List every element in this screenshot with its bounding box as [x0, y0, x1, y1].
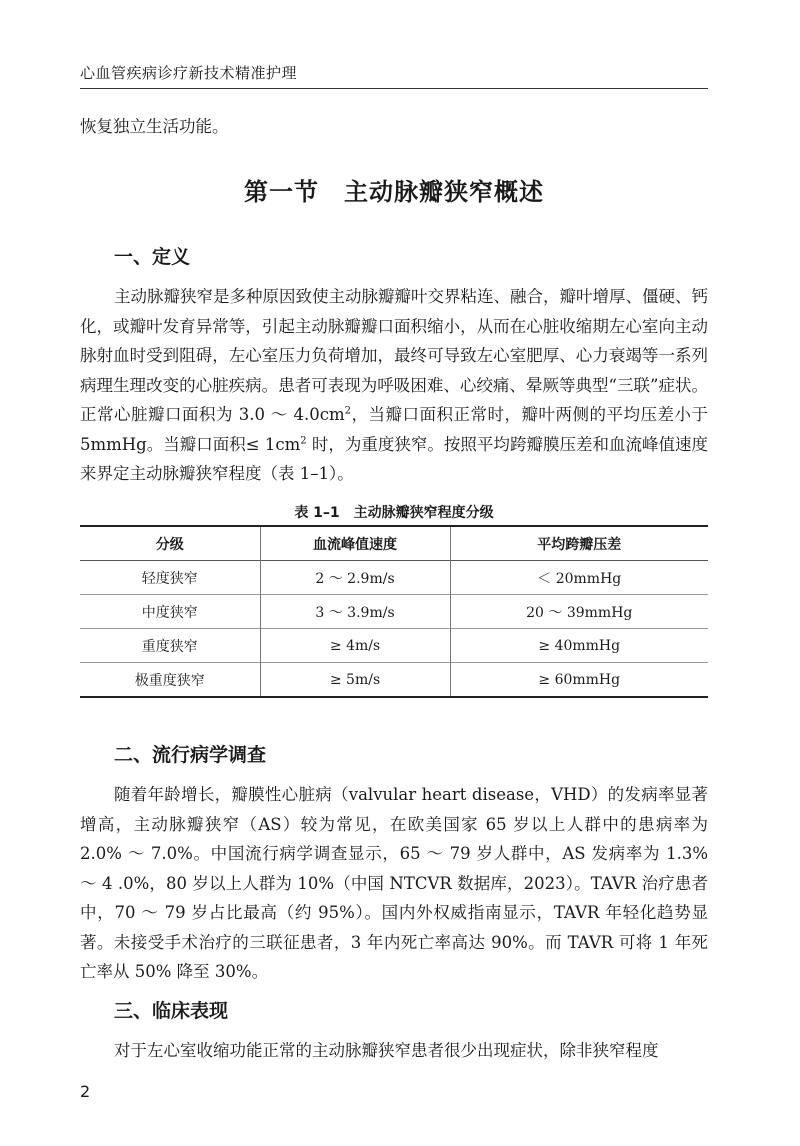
epidemiology-paragraph: 随着年龄增长，瓣膜性心脏病（valvular heart disease，VHD）的发病率显著增高，主动脉瓣狭窄（AS）较为常见，在欧美国家 65 岁以上人群中的患病率为 2.0% ～ 7.0%。中国流行病学调查显示，65 ～ 79 岁人群中，AS 发病率为 1.3% ～ 4 .0%，80 岁以上人群为 10%（中国 NTCVR 数据库，2023）。TAVR 治疗患者中，70 ～ 79 岁占比最高（约 95%）。国内外权威指南显示，TAVR 年轻化趋势显著。未接受手术治疗的三联征患者，3 年内死亡率高达 90%。而 TAVR 可将 1 年死亡率从 50% 降至 30%。	[80, 785, 708, 981]
table-row	[80, 629, 708, 663]
section-title: 第一节 主动脉瓣狭窄概述	[244, 178, 544, 206]
superscript: 2	[300, 435, 307, 446]
column-header: 血流峰值速度	[260, 526, 450, 561]
running-head: 心血管疾病诊疗新技术精准护理	[80, 64, 298, 82]
table-cell: ≥ 5m/s	[260, 663, 450, 698]
clinical-paragraph: 对于左心室收缩功能正常的主动脉瓣狭窄患者很少出现症状，除非狭窄程度	[114, 1041, 659, 1060]
definition-text-3: 时，为重度狭窄。按照平均跨瓣膜压差和血流峰值速度来界定主动脉瓣狭窄程度（表 1–1）。	[80, 434, 708, 483]
epidemiology-heading: 二、流行病学调查	[114, 744, 267, 766]
stenosis-grade-table	[80, 525, 708, 698]
table-cell: 20 ～ 39mmHg	[450, 595, 708, 629]
table-cell: ≥ 40mmHg	[450, 629, 708, 663]
definition-text-2: ，当瓣口面积正常时，瓣叶两侧的平均压差小于 5mmHg。当瓣口面积≤ 1cm	[80, 405, 708, 454]
table-cell: ＜ 20mmHg	[450, 561, 708, 595]
clinical-heading: 三、临床表现	[114, 1000, 229, 1022]
table-cell: ≥ 60mmHg	[450, 663, 708, 698]
definition-heading: 一、定义	[114, 246, 191, 268]
table-row	[80, 595, 708, 629]
intro-line: 恢复独立生活功能。	[80, 117, 229, 136]
table-cell: 极重度狭窄	[134, 672, 205, 689]
page-number: 2	[80, 1082, 91, 1101]
table-cell: 重度狭窄	[141, 638, 198, 655]
table-cell: 中度狭窄	[141, 604, 198, 621]
table-row	[80, 561, 708, 595]
column-header: 分级	[155, 536, 184, 553]
table-cell: 轻度狭窄	[141, 570, 198, 587]
table-cell: ≥ 4m/s	[260, 629, 450, 663]
table-cell: 2 ～ 2.9m/s	[260, 561, 450, 595]
table-cell: 3 ～ 3.9m/s	[260, 595, 450, 629]
table-row	[80, 663, 708, 698]
superscript: 2	[344, 405, 351, 417]
definition-paragraph	[80, 282, 708, 489]
table-header-row	[80, 526, 708, 561]
table-caption: 表 1–1 主动脉瓣狭窄程度分级	[294, 505, 494, 521]
definition-text-1: 主动脉瓣狭窄是多种原因致使主动脉瓣瓣叶交界粘连、融合，瓣叶增厚、僵硬、钙化，或瓣叶发育异常等，引起主动脉瓣瓣口面积缩小，从而在心脏收缩期左心室向主动脉射血时受到阻碍，左心室压力负荷增加，最终可导致左心室肥厚、心力衰竭等一系列病理生理改变的心脏疾病。患者可表现为呼吸困难、心绞痛、晕厥等典型“三联”症状。正常心脏瓣口面积为 3.0 ～ 4.0cm	[80, 287, 708, 424]
header-rule	[80, 88, 708, 89]
column-header: 平均跨瓣压差	[450, 526, 708, 561]
